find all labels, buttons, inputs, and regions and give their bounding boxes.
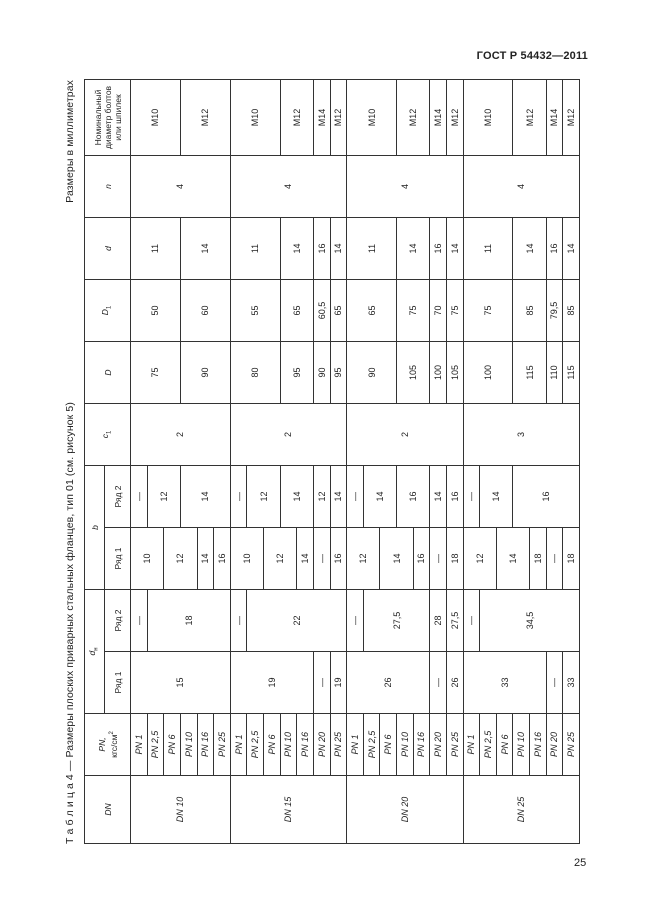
b1-cell: 14 xyxy=(380,528,413,590)
pn-cell: PN 6 xyxy=(496,714,513,776)
col-c1-header xyxy=(85,403,131,465)
pn-cell: PN 10 xyxy=(513,714,530,776)
c1-index: 1 xyxy=(106,430,113,435)
D-cell: 115 xyxy=(513,341,546,403)
b2-cell: 16 xyxy=(397,465,430,527)
bolt-cell: M14 xyxy=(313,79,330,155)
b1-cell: 14 xyxy=(496,528,529,590)
col-bolt-header: Номинальный диаметр болтов или шпилек xyxy=(85,79,131,155)
D-cell: 80 xyxy=(230,341,280,403)
col-n-header: n xyxy=(85,155,131,217)
dn1-cell: — xyxy=(313,652,330,714)
D-cell: 95 xyxy=(280,341,313,403)
D1-cell: 60 xyxy=(180,279,230,341)
bolt-cell: M10 xyxy=(230,79,280,155)
table-caption: Т а б л и ц а 4 — Размеры плоских приварных стальных фланцев, тип 01 (см. рисунок 5) xyxy=(64,402,76,844)
bolt-cell: M14 xyxy=(546,79,563,155)
col-dn-header: DN xyxy=(85,776,131,844)
pn-cell: PN 16 xyxy=(413,714,430,776)
d-cell: 14 xyxy=(397,217,430,279)
D1-cell: 55 xyxy=(230,279,280,341)
pn-cell: PN 6 xyxy=(164,714,181,776)
rotated-content xyxy=(60,80,580,844)
d-cell: 14 xyxy=(280,217,313,279)
pn-cell: PN 1 xyxy=(347,714,364,776)
bolt-cell: M10 xyxy=(463,79,513,155)
bolt-cell: M12 xyxy=(280,79,313,155)
pn-cell: PN 6 xyxy=(380,714,397,776)
b2-cell: 14 xyxy=(480,465,513,527)
b2-cell: 16 xyxy=(513,465,580,527)
d-cell: 14 xyxy=(446,217,463,279)
D-cell: 90 xyxy=(347,341,397,403)
col-b-header: b xyxy=(85,465,105,589)
d-cell: 16 xyxy=(546,217,563,279)
b1-cell: 12 xyxy=(164,528,197,590)
pn-cell: PN 25 xyxy=(446,714,463,776)
b1-cell: 16 xyxy=(413,528,430,590)
D-cell: 75 xyxy=(131,341,181,403)
dn2-cell: — xyxy=(131,590,148,652)
b1-cell: 10 xyxy=(230,528,263,590)
bolt-cell: M12 xyxy=(330,79,347,155)
b1-cell: 10 xyxy=(131,528,164,590)
dn-sub-label: d xyxy=(87,650,98,656)
D1-cell: 60,5 xyxy=(313,279,330,341)
n-cell: 4 xyxy=(230,155,346,217)
c1-cell: 2 xyxy=(131,403,231,465)
dn1-cell: 33 xyxy=(563,652,580,714)
b2-cell: 14 xyxy=(363,465,396,527)
col-dn-row1: Ряд 1 xyxy=(105,652,131,714)
units-note: Размеры в миллиметрах xyxy=(64,80,76,203)
pn-cell: PN 20 xyxy=(546,714,563,776)
b2-cell: — xyxy=(230,465,247,527)
b1-cell: 12 xyxy=(347,528,380,590)
dn2-cell: 34,5 xyxy=(480,590,580,652)
dn-cell: DN 20 xyxy=(347,776,463,844)
dn-cell: DN 25 xyxy=(463,776,580,844)
pn-cell: PN 2,5 xyxy=(363,714,380,776)
pn-cell: PN 16 xyxy=(530,714,547,776)
pn-unit: кгс/см xyxy=(108,734,119,758)
col-b-row1: Ряд 1 xyxy=(105,528,131,590)
pn-cell: PN 25 xyxy=(563,714,580,776)
pn-label: PN, xyxy=(96,737,107,752)
bolt-cell: M12 xyxy=(446,79,463,155)
col-pn-header: PN, кгс/$см^2$ xyxy=(85,714,131,776)
c1-cell: 2 xyxy=(230,403,346,465)
pn-cell: PN 20 xyxy=(313,714,330,776)
d-cell: 16 xyxy=(430,217,447,279)
dn1-cell: 26 xyxy=(347,652,430,714)
b1-cell: 16 xyxy=(214,528,231,590)
D-cell: 110 xyxy=(546,341,563,403)
d-cell: 14 xyxy=(330,217,347,279)
D1-cell: 65 xyxy=(280,279,313,341)
pn-cell: PN 25 xyxy=(330,714,347,776)
d-cell: 11 xyxy=(230,217,280,279)
pn-cell: PN 10 xyxy=(280,714,297,776)
D-cell: 95 xyxy=(330,341,347,403)
rotated-table-area xyxy=(60,80,580,844)
d-cell: 14 xyxy=(180,217,230,279)
D-cell: 100 xyxy=(463,341,513,403)
b2-cell: — xyxy=(347,465,364,527)
D1-cell: 85 xyxy=(513,279,546,341)
flange-dimensions-table xyxy=(84,79,580,844)
dn-sub-index: н xyxy=(93,647,100,651)
bolt-cell: M12 xyxy=(180,79,230,155)
dn2-cell: — xyxy=(463,590,480,652)
col-D1-header xyxy=(85,279,131,341)
dn1-cell: 33 xyxy=(463,652,546,714)
b1-cell: 14 xyxy=(197,528,214,590)
c1-label: c xyxy=(100,434,111,439)
dn2-cell: 27,5 xyxy=(363,590,430,652)
b2-cell: — xyxy=(131,465,148,527)
D-cell: 105 xyxy=(446,341,463,403)
d-cell: 11 xyxy=(131,217,181,279)
c1-cell: 2 xyxy=(347,403,463,465)
b1-cell: 14 xyxy=(297,528,314,590)
pn-cell: PN 1 xyxy=(230,714,247,776)
pn-cell: PN 10 xyxy=(397,714,414,776)
D-cell: 90 xyxy=(313,341,330,403)
b1-cell: — xyxy=(546,528,563,590)
col-D-header: D xyxy=(85,341,131,403)
pn-cell: PN 1 xyxy=(463,714,480,776)
D1-cell: 70 xyxy=(430,279,447,341)
pn-cell: PN 20 xyxy=(430,714,447,776)
pn-cell: PN 2,5 xyxy=(247,714,264,776)
pn-cell: PN 6 xyxy=(264,714,281,776)
D1-cell: 75 xyxy=(463,279,513,341)
col-d-header: d xyxy=(85,217,131,279)
b2-cell: 12 xyxy=(247,465,280,527)
pn-cell: PN 25 xyxy=(214,714,231,776)
D-cell: 105 xyxy=(397,341,430,403)
pn-cell: PN 16 xyxy=(297,714,314,776)
b2-cell: 14 xyxy=(330,465,347,527)
b1-cell: 16 xyxy=(330,528,347,590)
D1-cell: 65 xyxy=(347,279,397,341)
pn-cell: PN 10 xyxy=(180,714,197,776)
dn1-cell: — xyxy=(430,652,447,714)
D1-cell: 65 xyxy=(330,279,347,341)
col-dn-sub-header xyxy=(85,590,105,714)
bolt-cell: M12 xyxy=(513,79,546,155)
D-cell: 90 xyxy=(180,341,230,403)
dn1-cell: 19 xyxy=(330,652,347,714)
D1-index: 1 xyxy=(106,305,113,310)
b1-cell: — xyxy=(313,528,330,590)
dn2-cell: — xyxy=(230,590,247,652)
D1-cell: 75 xyxy=(446,279,463,341)
dn1-cell: — xyxy=(546,652,563,714)
n-cell: 4 xyxy=(463,155,580,217)
dn2-cell: 28 xyxy=(430,590,447,652)
n-cell: 4 xyxy=(347,155,463,217)
dn-cell: DN 10 xyxy=(131,776,231,844)
b2-cell: 14 xyxy=(280,465,313,527)
pn-cell: PN 2,5 xyxy=(147,714,164,776)
dn2-cell: 18 xyxy=(147,590,230,652)
col-dn-row2: Ряд 2 xyxy=(105,590,131,652)
b1-cell: 18 xyxy=(563,528,580,590)
dn1-cell: 26 xyxy=(446,652,463,714)
pn-cell: PN 2,5 xyxy=(480,714,497,776)
n-cell: 4 xyxy=(131,155,231,217)
bolt-cell: M10 xyxy=(347,79,397,155)
D1-cell: 79,5 xyxy=(546,279,563,341)
bolt-cell: M14 xyxy=(430,79,447,155)
b1-cell: — xyxy=(430,528,447,590)
dn-cell: DN 15 xyxy=(230,776,346,844)
b1-cell: 18 xyxy=(530,528,547,590)
dn2-cell: — xyxy=(347,590,364,652)
b2-cell: 14 xyxy=(180,465,230,527)
D-cell: 115 xyxy=(563,341,580,403)
bolt-cell: M10 xyxy=(131,79,181,155)
d-cell: 14 xyxy=(513,217,546,279)
d-cell: 11 xyxy=(463,217,513,279)
col-b-row2: Ряд 2 xyxy=(105,465,131,527)
bolt-cell: M12 xyxy=(397,79,430,155)
b1-cell: 12 xyxy=(463,528,496,590)
D1-cell: 75 xyxy=(397,279,430,341)
b2-cell: 12 xyxy=(147,465,180,527)
dn2-cell: 22 xyxy=(247,590,347,652)
dn2-cell: 27,5 xyxy=(446,590,463,652)
document-header: ГОСТ Р 54432—2011 xyxy=(476,50,588,62)
b1-cell: 12 xyxy=(264,528,297,590)
page-number: 25 xyxy=(574,857,587,869)
pn-cell: PN 16 xyxy=(197,714,214,776)
D1-label: D xyxy=(100,309,111,316)
b1-cell: 18 xyxy=(446,528,463,590)
dn1-cell: 19 xyxy=(230,652,313,714)
d-cell: 11 xyxy=(347,217,397,279)
d-cell: 14 xyxy=(563,217,580,279)
pn-cell: PN 1 xyxy=(131,714,148,776)
b2-cell: 16 xyxy=(446,465,463,527)
D1-cell: 85 xyxy=(563,279,580,341)
b2-cell: 12 xyxy=(313,465,330,527)
b2-cell: 14 xyxy=(430,465,447,527)
bolt-cell: M12 xyxy=(563,79,580,155)
d-cell: 16 xyxy=(313,217,330,279)
c1-cell: 3 xyxy=(463,403,580,465)
D1-cell: 50 xyxy=(131,279,181,341)
dn1-cell: 15 xyxy=(131,652,231,714)
D-cell: 100 xyxy=(430,341,447,403)
b2-cell: — xyxy=(463,465,480,527)
